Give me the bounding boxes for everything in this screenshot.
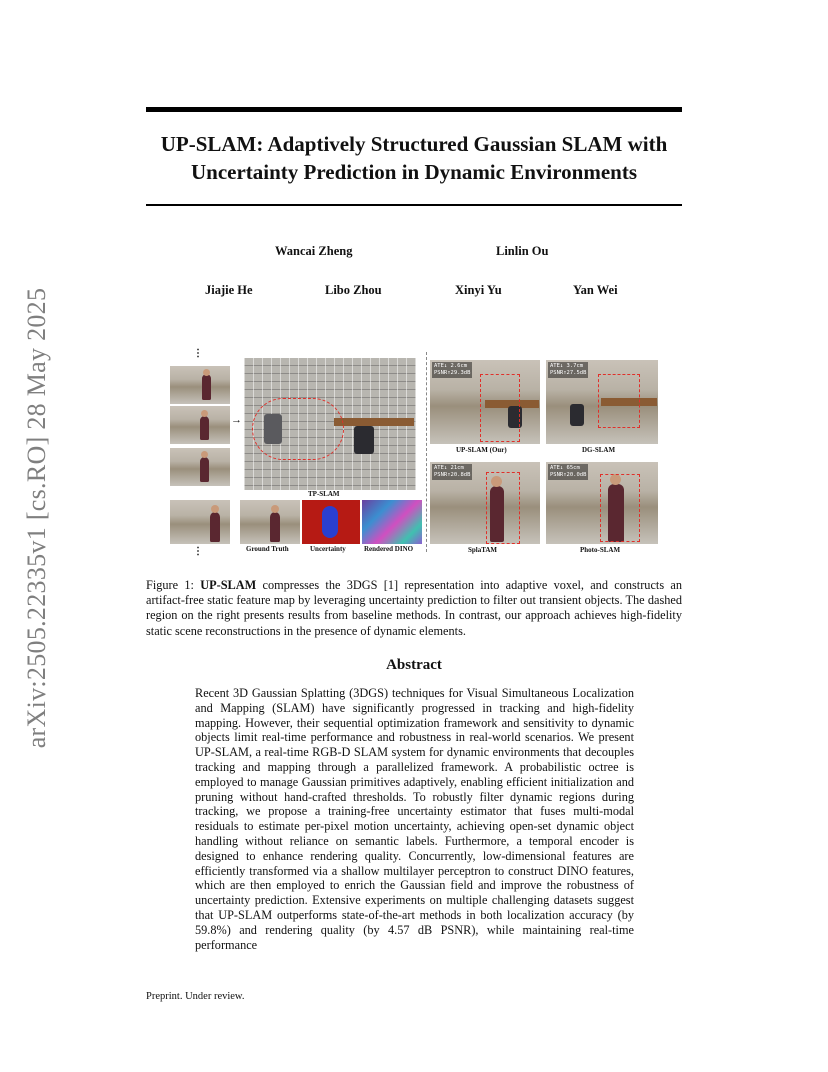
input-frame-3	[170, 448, 230, 486]
person-figure	[200, 457, 209, 482]
caption-text: compresses the 3DGS [1] representation into adaptive voxel, and constructs an artifact-free static feature map by leveraging uncertainty prediction to filter out transient objects. The dashed region on the right presents results from baseline methods. In contrast, our approach achieves high-fidelity static scene reconstructions in the presence of dynamic elements.	[146, 578, 682, 638]
label-rendered-dino: Rendered DINO	[364, 545, 414, 553]
dg-slam-render	[546, 360, 658, 444]
input-frame-1	[170, 366, 230, 404]
dashed-separator	[426, 352, 428, 552]
arrow-right-icon: →	[231, 414, 242, 426]
input-frame-4	[170, 500, 230, 544]
ellipsis-bottom-icon: ⋮	[193, 546, 203, 557]
chair-shape	[354, 426, 374, 454]
metrics-badge: ATE↓ 21cm PSNR↑20.8dB	[434, 465, 471, 478]
author-name: Yan Wei	[573, 283, 618, 297]
splatam-render	[430, 462, 540, 544]
label-ground-truth: Ground Truth	[246, 545, 289, 553]
up-slam-render	[430, 360, 540, 444]
author-name: Libo Zhou	[325, 283, 382, 297]
label-dg-slam: DG-SLAM	[582, 446, 616, 454]
title-top-rule	[146, 107, 682, 112]
person-head	[201, 410, 208, 417]
author-name: Linlin Ou	[496, 244, 549, 258]
ellipsis-top-icon: ⋮	[193, 348, 203, 359]
abstract-body: Recent 3D Gaussian Splatting (3DGS) techniques for Visual Simultaneous Localization and Mapping (SLAM) have significantly progressed in tracking and high-fidelity mapping. However, their sequential optimization framework and sensitivity to dynamic objects limit real-time performance and robustness in real-world scenarios. We present UP-SLAM, a real-time RGB-D SLAM system for dynamic environments that decouples tracking and mapping through a parallelized framework. A probabilistic octree is employed to manage Gaussian primitives adaptively, enabling efficient initialization and pruning without hand-crafted thresholds. To robustly filter dynamic regions during tracking, we propose a training-free uncertainty estimator that fuses multi-modal residuals to estimate per-pixel motion uncertainty, achieving open-set dynamic object handling without reliance on semantic labels. Furthermore, a temporal encoder is designed to enhance rendering quality. Concurrently, low-dimensional features are efficiently transformed via a shallow multilayer perceptron to construct DINO features, which are then employed to enrich the Gaussian field and improve the robustness of uncertainty prediction. Extensive experiments on multiple challenging datasets suggest that UP-SLAM outperforms state-of-the-art methods in both localization accuracy (by 59.8%) and rendering quality (by 4.57 dB PSNR), while maintaining real-time performance	[195, 686, 634, 952]
tp-slam-render	[244, 358, 416, 490]
uncertainty-blob	[322, 506, 338, 538]
desk-shape	[334, 418, 414, 426]
person-head	[271, 505, 279, 513]
person-figure	[210, 512, 220, 542]
highlight-box	[598, 374, 640, 428]
label-tp-slam: TP-SLAM	[308, 490, 340, 498]
arxiv-identifier: arXiv:2505.22335v1 [cs.RO] 28 May 2025	[22, 287, 51, 749]
metrics-badge: ATE↓ 3.7cm PSNR↑27.5dB	[550, 363, 587, 376]
footer-note: Preprint. Under review.	[146, 991, 245, 1002]
label-photo-slam: Photo-SLAM	[580, 546, 621, 554]
input-frame-2	[170, 406, 230, 444]
author-name: Wancai Zheng	[275, 244, 353, 258]
person-figure	[200, 416, 209, 440]
caption-prefix: Figure 1:	[146, 578, 201, 592]
chair-shape	[570, 404, 584, 426]
highlight-box	[486, 472, 520, 544]
paper-title: UP-SLAM: Adaptively Structured Gaussian SLAM with Uncertainty Prediction in Dynamic Environments	[160, 132, 668, 184]
title-bottom-rule	[146, 204, 682, 206]
metrics-badge: ATE↓ 2.6cm PSNR↑29.3dB	[434, 363, 471, 376]
rendered-dino-map	[362, 500, 422, 544]
uncertainty-map	[302, 500, 360, 544]
label-uncertainty: Uncertainty	[310, 545, 346, 553]
metrics-badge: ATE↓ 65cm PSNR↑20.0dB	[550, 465, 587, 478]
ground-truth-frame	[240, 500, 300, 544]
highlight-box	[480, 374, 520, 442]
dynamic-region-outline	[252, 398, 344, 460]
photo-slam-render	[546, 462, 658, 544]
figure-1	[168, 350, 660, 560]
author-name: Xinyi Yu	[455, 283, 502, 297]
abstract-heading: Abstract	[386, 657, 442, 673]
person-head	[211, 505, 219, 513]
person-figure	[202, 374, 211, 400]
author-name: Jiajie He	[205, 283, 253, 297]
person-head	[203, 369, 210, 376]
figure-caption	[146, 578, 682, 639]
highlight-box	[600, 474, 640, 542]
person-figure	[270, 512, 280, 542]
caption-bold: UP-SLAM	[200, 578, 257, 592]
label-splatam: SplaTAM	[468, 546, 498, 554]
label-up-slam: UP-SLAM (Our)	[456, 446, 507, 454]
person-head	[201, 451, 208, 458]
